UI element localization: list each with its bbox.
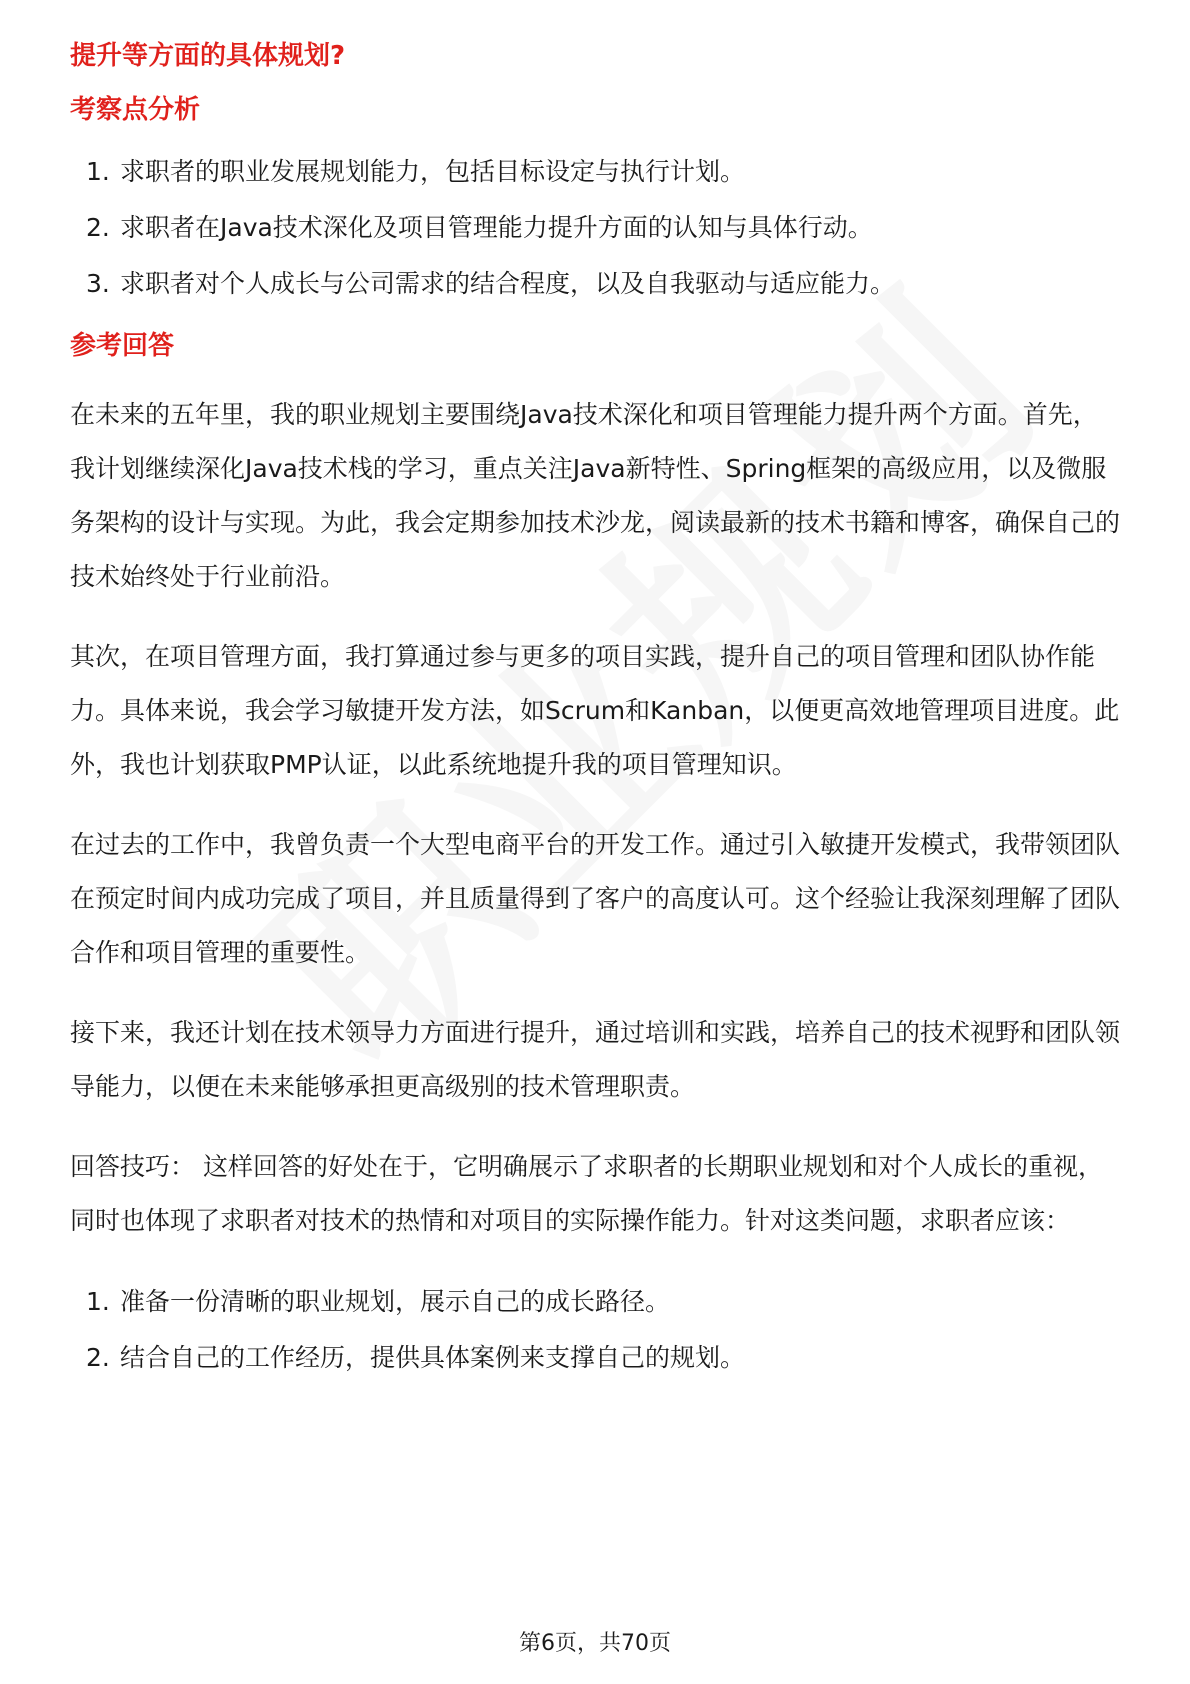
analysis-list: [70, 144, 1120, 312]
list-item: [70, 1274, 1120, 1330]
list-item: [70, 1330, 1120, 1386]
list-text: 准备一份清晰的职业规划，展示自己的成长路径。: [120, 1287, 671, 1316]
list-number: 3.: [86, 269, 110, 298]
analysis-heading: 考察点分析: [70, 95, 201, 125]
page-content: [70, 36, 1120, 1386]
answer-tips-paragraph: 回答技巧： 这样回答的好处在于，它明确展示了求职者的长期职业规划和对个人成长的重视，同时也体现了求职者对技术的热情和对项目的实际操作能力。针对这类问题，求职者应该：: [70, 1152, 1103, 1235]
list-number: 2.: [86, 213, 110, 242]
answer-paragraph: 接下来，我还计划在技术领导力方面进行提升，通过培训和实践，培养自己的技术视野和团队领导能力，以便在未来能够承担更高级别的技术管理职责。: [70, 1018, 1121, 1101]
list-text: 求职者对个人成长与公司需求的结合程度，以及自我驱动与适应能力。: [120, 269, 896, 298]
list-number: 2.: [86, 1343, 110, 1372]
list-item: [70, 144, 1120, 200]
reference-heading: 参考回答: [70, 331, 175, 361]
answer-paragraph: 在过去的工作中，我曾负责一个大型电商平台的开发工作。通过引入敏捷开发模式，我带领团队在预定时间内成功完成了项目，并且质量得到了客户的高度认可。这个经验让我深刻理解了团队合作和项目管理的重要性。: [70, 830, 1121, 967]
list-text: 结合自己的工作经历，提供具体案例来支撑自己的规划。: [120, 1343, 746, 1372]
list-text: 求职者的职业发展规划能力，包括目标设定与执行计划。: [120, 157, 746, 186]
tips-list: [70, 1274, 1120, 1386]
list-item: [70, 256, 1120, 312]
answer-paragraph: 在未来的五年里，我的职业规划主要围绕Java技术深化和项目管理能力提升两个方面。首先，我计划继续深化Java技术栈的学习，重点关注Java新特性、Spring框架的高级应用，以及微服务架构的设计与实现。为此，我会定期参加技术沙龙，阅读最新的技术书籍和博客，确保自己的技术始终处于行业前沿。: [70, 400, 1121, 591]
list-text: 求职者在Java技术深化及项目管理能力提升方面的认知与具体行动。: [120, 213, 873, 242]
list-item: [70, 200, 1120, 256]
answer-paragraph: 其次，在项目管理方面，我打算通过参与更多的项目实践，提升自己的项目管理和团队协作能力。具体来说，我会学习敏捷开发方法，如Scrum和Kanban，以便更高效地管理项目进度。此外，我也计划获取PMP认证，以此系统地提升我的项目管理知识。: [70, 642, 1120, 779]
list-number: 1.: [86, 157, 110, 186]
page-footer: 第6页，共70页: [519, 1631, 671, 1656]
question-heading: 提升等方面的具体规划?: [70, 41, 346, 71]
list-number: 1.: [86, 1287, 110, 1316]
